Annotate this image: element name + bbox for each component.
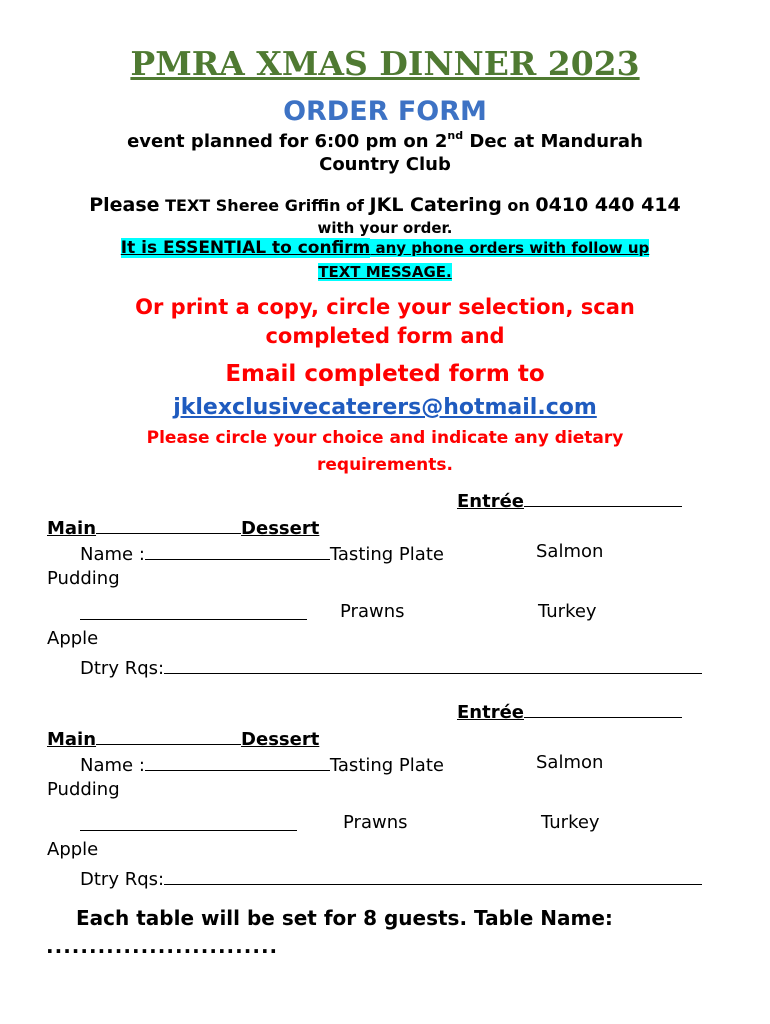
- with-order-text: with your order.: [317, 219, 453, 237]
- circle-instructions-line2: requirements.: [317, 455, 453, 475]
- dietary-label: Dtry Rqs:: [80, 658, 165, 679]
- table-name-field[interactable]: ...........................: [46, 934, 279, 958]
- essential-highlight-b: any phone orders with follow up: [370, 239, 650, 257]
- main-option-2[interactable]: Turkey: [538, 601, 597, 622]
- phone-number: 0410 440 414: [535, 194, 681, 216]
- entree-option-1[interactable]: Tasting Plate: [329, 544, 444, 565]
- dietary-row: [80, 655, 702, 679]
- name-line-2[interactable]: [80, 601, 307, 620]
- page-title: PMRA XMAS DINNER 2023: [130, 44, 640, 83]
- dietary-label: Dtry Rqs:: [80, 869, 165, 890]
- dietary-field[interactable]: [164, 866, 702, 885]
- dessert-option-2[interactable]: Apple: [47, 839, 99, 860]
- main-label: Main: [47, 729, 97, 750]
- entree-header: [457, 699, 682, 723]
- name-label: Name :: [80, 755, 145, 776]
- essential-highlight-a: It is ESSENTIAL to confirm: [120, 238, 371, 258]
- entree-underline: [524, 699, 682, 718]
- event-date-suffix: nd: [447, 129, 464, 142]
- event-text-a: event planned for 6:00 pm on 2: [127, 131, 448, 152]
- dietary-row: [80, 866, 702, 890]
- name-field-2[interactable]: [80, 601, 307, 625]
- essential-highlight-c: TEXT MESSAGE.: [318, 263, 452, 281]
- main-header: [47, 726, 319, 750]
- please-word: Please: [89, 194, 160, 216]
- entree-label: Entrée: [457, 702, 525, 723]
- event-details-line2: Country Club: [319, 154, 451, 175]
- dessert-label: Dessert: [241, 518, 320, 539]
- contact-name: TEXT Sheree Griffin of: [159, 196, 370, 215]
- contact-on: on: [501, 196, 536, 215]
- essential-notice-line1: [0, 238, 770, 258]
- entree-option-2[interactable]: Prawns: [340, 601, 405, 622]
- name-row: [80, 752, 444, 776]
- company-name: JKL Catering: [369, 194, 502, 216]
- dessert-option-1[interactable]: Pudding: [47, 568, 120, 589]
- main-option-1[interactable]: Salmon: [536, 752, 604, 773]
- dietary-field[interactable]: [164, 655, 702, 674]
- dessert-option-2[interactable]: Apple: [47, 628, 99, 649]
- main-underline: [96, 726, 241, 745]
- name-row: [80, 541, 444, 565]
- entree-option-1[interactable]: Tasting Plate: [329, 755, 444, 776]
- name-line-2[interactable]: [80, 812, 297, 831]
- contact-instructions: [0, 194, 770, 216]
- name-field-2[interactable]: [80, 812, 297, 836]
- entree-underline: [524, 488, 682, 507]
- event-details-line1: [0, 131, 770, 152]
- order-form-heading: ORDER FORM: [283, 96, 487, 127]
- print-instructions-line1: Or print a copy, circle your selection, scan: [135, 295, 635, 319]
- main-label: Main: [47, 518, 97, 539]
- circle-instructions-line1: Please circle your choice and indicate any dietary: [146, 428, 624, 448]
- main-option-1[interactable]: Salmon: [536, 541, 604, 562]
- print-instructions-line2: completed form and: [265, 324, 505, 348]
- entree-option-2[interactable]: Prawns: [343, 812, 408, 833]
- event-text-b: Dec at Mandurah: [463, 131, 643, 152]
- name-field[interactable]: [145, 752, 330, 771]
- table-info-text: Each table will be set for 8 guests. Table Name:: [76, 906, 613, 930]
- dessert-label: Dessert: [241, 729, 320, 750]
- entree-label: Entrée: [457, 491, 525, 512]
- email-link[interactable]: jklexclusivecaterers@hotmail.com: [173, 395, 597, 420]
- main-option-2[interactable]: Turkey: [541, 812, 600, 833]
- main-underline: [96, 515, 241, 534]
- main-header: [47, 515, 319, 539]
- email-heading: Email completed form to: [225, 361, 545, 387]
- name-field[interactable]: [145, 541, 330, 560]
- dessert-option-1[interactable]: Pudding: [47, 779, 120, 800]
- name-label: Name :: [80, 544, 145, 565]
- essential-notice-line2: [0, 263, 770, 281]
- entree-header: [457, 488, 682, 512]
